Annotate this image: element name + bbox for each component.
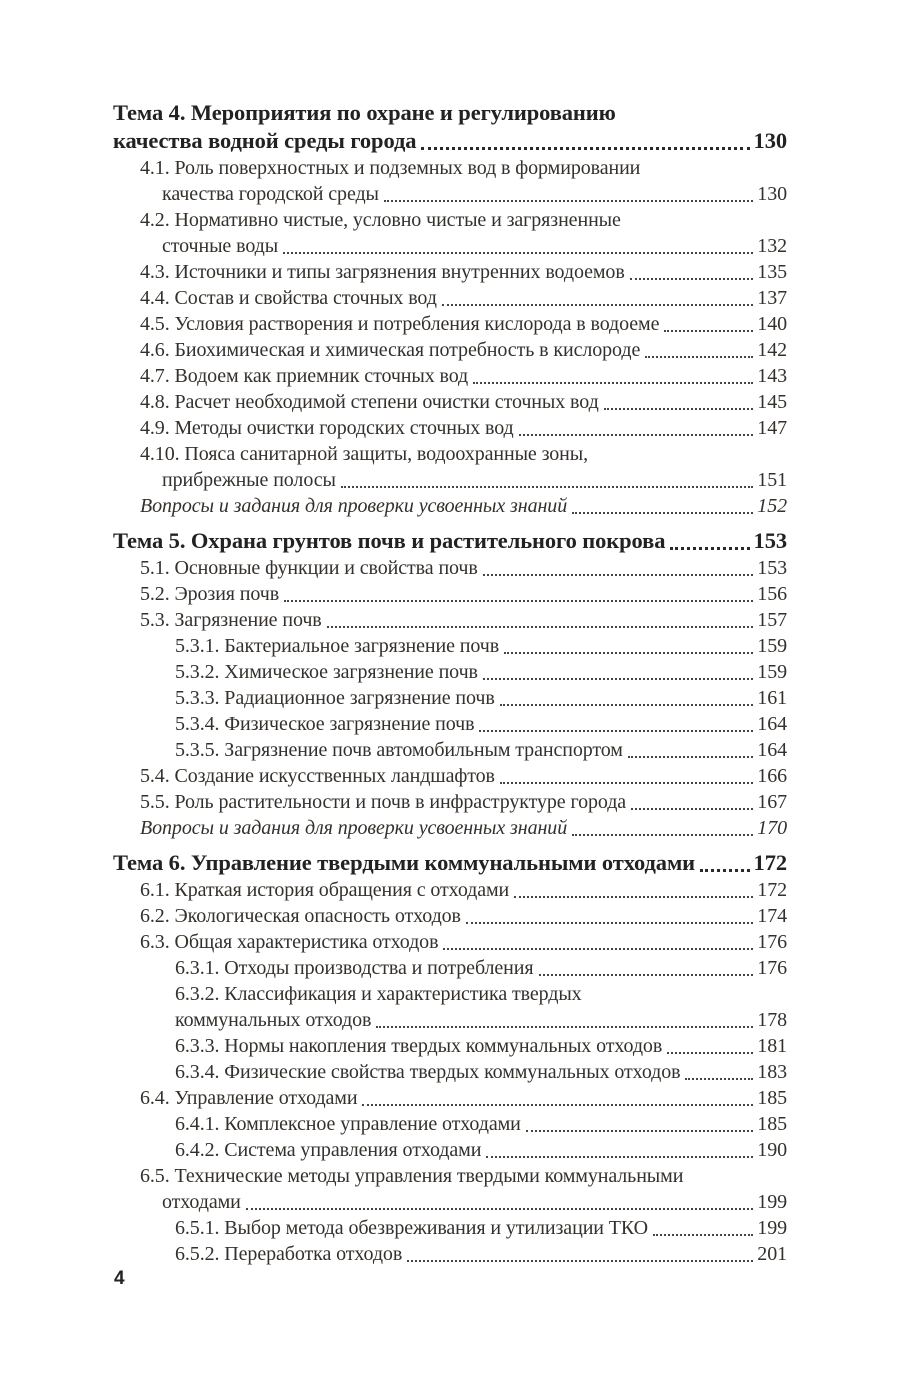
dot-leader — [670, 547, 749, 550]
toc-row — [113, 607, 787, 633]
toc-row — [113, 99, 787, 127]
toc-entry-text: 6.1. Краткая история обращения с отходами — [140, 879, 510, 901]
toc-page-number: 151 — [757, 469, 787, 491]
dot-leader — [628, 756, 753, 758]
toc-page-number: 164 — [757, 739, 787, 761]
toc-row — [113, 233, 787, 259]
toc-entry-text: 5.3.5. Загрязнение почв автомобильным транспортом — [175, 739, 623, 761]
toc-page-number: 199 — [757, 1191, 787, 1213]
toc-page-number: 174 — [757, 905, 787, 927]
dot-leader — [500, 782, 753, 784]
toc-row — [113, 467, 787, 493]
toc-page-number: 159 — [757, 635, 787, 657]
toc-entry-text: 4.6. Биохимическая и химическая потребность в кислороде — [140, 339, 641, 361]
dot-leader — [483, 678, 753, 680]
toc-page-number: 172 — [753, 850, 787, 875]
toc-entry-text: 4.7. Водоем как приемник сточных вод — [140, 365, 469, 387]
toc-page-number: 130 — [753, 128, 787, 153]
toc-entry-text: отходами — [162, 1191, 241, 1213]
toc-row — [113, 1241, 787, 1267]
toc-entry-text: Вопросы и задания для проверки усвоенных знаний — [140, 495, 568, 517]
toc-entry-text: 5.3.3. Радиационное загрязнение почв — [175, 687, 495, 709]
toc-entry-text: 6.3.3. Нормы накопления твердых коммунальных отходов — [175, 1035, 663, 1057]
toc-entry-text: 4.9. Методы очистки городских сточных вод — [140, 417, 514, 439]
dot-leader — [284, 600, 753, 602]
toc-row — [113, 581, 787, 607]
toc-row — [113, 877, 787, 903]
toc-row — [113, 1137, 787, 1163]
toc-entry-text: 5.1. Основные функции и свойства почв — [140, 557, 478, 579]
toc-entry-text: 6.3.1. Отходы производства и потребления — [175, 957, 534, 979]
toc-row — [113, 363, 787, 389]
toc-entry-text: 6.3.2. Классификация и характеристика твердых — [175, 983, 582, 1005]
toc-page-number: 199 — [757, 1217, 787, 1239]
toc-row — [113, 527, 787, 555]
toc-page-number: 135 — [757, 261, 787, 283]
toc-page-number: 147 — [757, 417, 787, 439]
folio-page-number: 4 — [114, 1268, 125, 1289]
toc-row — [113, 1111, 787, 1137]
dot-leader — [341, 486, 753, 488]
toc-row — [113, 337, 787, 363]
dot-leader — [631, 808, 753, 810]
toc-entry-text: Тема 5. Охрана грунтов почв и растительного покрова — [113, 528, 666, 553]
toc-row — [113, 311, 787, 337]
toc-page-number: 178 — [757, 1009, 787, 1031]
toc-entry-text: коммунальных отходов — [175, 1009, 372, 1031]
toc-entry-text: 5.3.4. Физическое загрязнение почв — [175, 713, 475, 735]
table-of-contents — [113, 99, 787, 1267]
toc-entry-text: Вопросы и задания для проверки усвоенных знаний — [140, 817, 568, 839]
toc-page-number: 132 — [757, 235, 787, 257]
toc-row — [113, 207, 787, 233]
toc-entry-text: 6.4.2. Система управления отходами — [175, 1139, 482, 1161]
toc-entry-text: 6.5.1. Выбор метода обезвреживания и утилизации ТКО — [175, 1217, 648, 1239]
toc-row — [113, 155, 787, 181]
toc-page-number: 140 — [757, 313, 787, 335]
toc-entry-text: 4.4. Состав и свойства сточных вод — [140, 287, 437, 309]
toc-page-number: 166 — [757, 765, 787, 787]
dot-leader — [500, 704, 754, 706]
toc-page-number: 167 — [757, 791, 787, 813]
toc-page-number: 185 — [757, 1087, 787, 1109]
toc-entry-text: 6.2. Экологическая опасность отходов — [140, 905, 461, 927]
dot-leader — [407, 1260, 753, 1262]
toc-row — [113, 929, 787, 955]
toc-page-number: 185 — [757, 1113, 787, 1135]
toc-row — [113, 685, 787, 711]
dot-leader — [667, 1052, 753, 1054]
toc-row — [113, 981, 787, 1007]
dot-leader — [479, 730, 753, 732]
dot-leader — [442, 304, 753, 306]
toc-row — [113, 1085, 787, 1111]
toc-entry-text: сточные воды — [162, 235, 279, 257]
dot-leader — [246, 1208, 754, 1210]
toc-row — [113, 711, 787, 737]
dot-leader — [473, 382, 753, 384]
toc-entry-text: Тема 4. Мероприятия по охране и регулированию — [113, 100, 616, 125]
toc-entry-text: 4.8. Расчет необходимой степени очистки сточных вод — [140, 391, 599, 413]
toc-entry-text: Тема 6. Управление твердыми коммунальными отходами — [113, 850, 696, 875]
toc-entry-text: 5.4. Создание искусственных ландшафтов — [140, 765, 495, 787]
dot-leader — [362, 1104, 753, 1106]
toc-page-number: 183 — [757, 1061, 787, 1083]
toc-row — [113, 1007, 787, 1033]
toc-row — [113, 1059, 787, 1085]
dot-leader — [486, 1156, 753, 1158]
toc-entry-text: 5.3.1. Бактериальное загрязнение почв — [175, 635, 500, 657]
toc-entry-text: 4.1. Роль поверхностных и подземных вод в формировании — [140, 157, 641, 179]
dot-leader — [645, 356, 753, 358]
toc-page-number: 159 — [757, 661, 787, 683]
toc-row — [113, 737, 787, 763]
toc-page-number: 181 — [757, 1035, 787, 1057]
toc-row — [113, 789, 787, 815]
dot-leader — [630, 278, 754, 280]
toc-page-number: 156 — [757, 583, 787, 605]
toc-row — [113, 659, 787, 685]
toc-entry-text: 6.4. Управление отходами — [140, 1087, 358, 1109]
toc-page-number: 201 — [757, 1243, 787, 1265]
toc-entry-text: 6.5.2. Переработка отходов — [175, 1243, 403, 1265]
dot-leader — [443, 948, 753, 950]
toc-row — [113, 1189, 787, 1215]
dot-leader — [685, 1078, 753, 1080]
toc-page-number: 170 — [757, 817, 787, 839]
dot-leader — [504, 652, 753, 654]
toc-row — [113, 633, 787, 659]
dot-leader — [604, 408, 754, 410]
toc-entry-text: 5.2. Эрозия почв — [140, 583, 280, 605]
toc-page-number: 130 — [757, 183, 787, 205]
toc-page-number: 161 — [757, 687, 787, 709]
toc-row — [113, 903, 787, 929]
toc-entry-text: 5.5. Роль растительности и почв в инфраструктуре города — [140, 791, 627, 813]
toc-row — [113, 493, 787, 519]
toc-entry-text: 6.3. Общая характеристика отходов — [140, 931, 439, 953]
toc-entry-text: 6.4.1. Комплексное управление отходами — [175, 1113, 521, 1135]
toc-page-number: 176 — [757, 931, 787, 953]
toc-entry-text: 4.10. Пояса санитарной защиты, водоохранные зоны, — [140, 443, 589, 465]
toc-page-number: 172 — [757, 879, 787, 901]
toc-entry-text: 4.3. Источники и типы загрязнения внутренних водоемов — [140, 261, 625, 283]
dot-leader — [327, 626, 754, 628]
toc-entry-text: 6.5. Технические методы управления твердыми коммунальными — [140, 1165, 684, 1187]
dot-leader — [466, 922, 753, 924]
toc-page-number: 145 — [757, 391, 787, 413]
toc-row — [113, 1163, 787, 1189]
toc-entry-text: 4.2. Нормативно чистые, условно чистые и загрязненные — [140, 209, 621, 231]
toc-page-number: 143 — [757, 365, 787, 387]
toc-entry-text: 6.3.4. Физические свойства твердых коммунальных отходов — [175, 1061, 681, 1083]
dot-leader — [664, 330, 753, 332]
toc-row — [113, 849, 787, 877]
toc-row — [113, 181, 787, 207]
dot-leader — [483, 574, 754, 576]
toc-entry-text: качества водной среды города — [113, 128, 417, 153]
toc-row — [113, 127, 787, 155]
toc-row — [113, 441, 787, 467]
dot-leader — [283, 252, 753, 254]
dot-leader — [514, 896, 753, 898]
dot-leader — [539, 974, 754, 976]
toc-row — [113, 763, 787, 789]
toc-row — [113, 555, 787, 581]
toc-row — [113, 259, 787, 285]
dot-leader — [519, 434, 754, 436]
toc-page-number: 153 — [753, 528, 787, 553]
toc-row — [113, 815, 787, 841]
dot-leader — [572, 512, 753, 514]
toc-entry-text: 5.3.2. Химическое загрязнение почв — [175, 661, 478, 683]
toc-entry-text: качества городской среды — [162, 183, 379, 205]
toc-row — [113, 1033, 787, 1059]
toc-page-number: 153 — [757, 557, 787, 579]
toc-page-number: 190 — [757, 1139, 787, 1161]
dot-leader — [376, 1026, 753, 1028]
dot-leader — [526, 1130, 754, 1132]
toc-page-number: 142 — [757, 339, 787, 361]
toc-entry-text: 5.3. Загрязнение почв — [140, 609, 322, 631]
toc-row — [113, 1215, 787, 1241]
dot-leader — [421, 147, 749, 150]
toc-page-number: 176 — [757, 957, 787, 979]
toc-row — [113, 955, 787, 981]
toc-page-number: 157 — [757, 609, 787, 631]
toc-row — [113, 285, 787, 311]
dot-leader — [384, 200, 753, 202]
toc-row — [113, 415, 787, 441]
dot-leader — [700, 869, 750, 872]
toc-entry-text: 4.5. Условия растворения и потребления кислорода в водоеме — [140, 313, 660, 335]
dot-leader — [572, 834, 753, 836]
toc-page-number: 137 — [757, 287, 787, 309]
dot-leader — [653, 1234, 753, 1236]
toc-row — [113, 389, 787, 415]
toc-page-number: 152 — [757, 495, 787, 517]
toc-entry-text: прибрежные полосы — [162, 469, 336, 491]
toc-page-number: 164 — [757, 713, 787, 735]
